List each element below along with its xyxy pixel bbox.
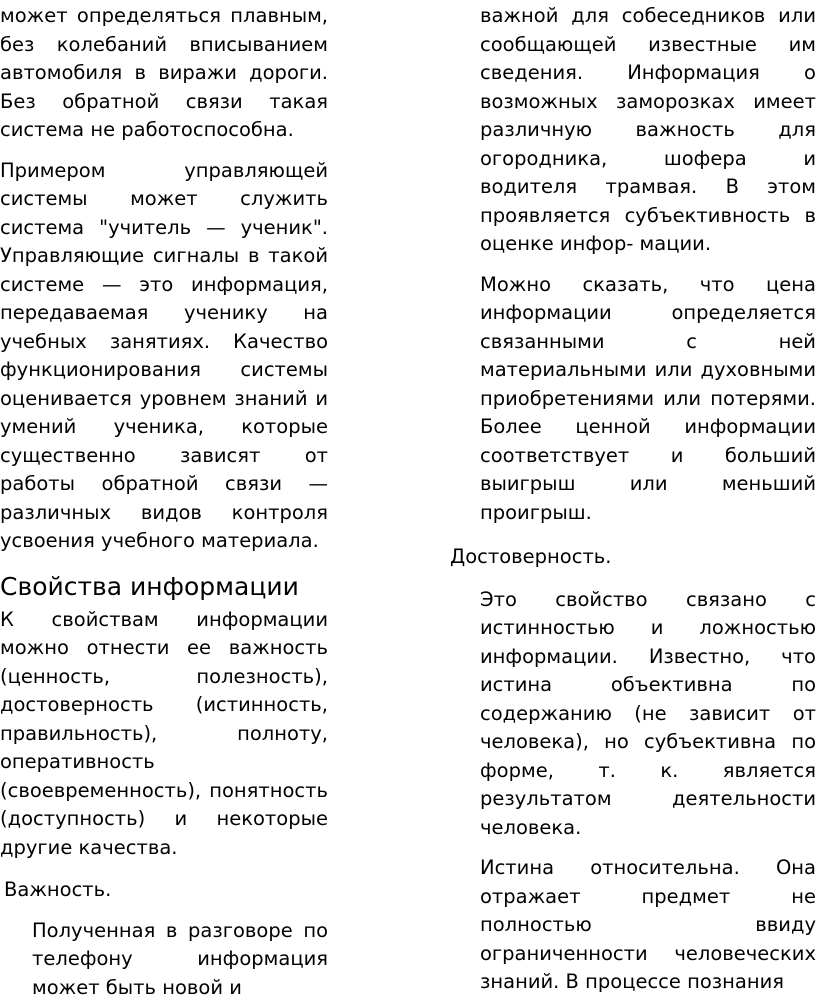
right-column	[440, 0, 816, 997]
paragraph-teacher-student: Примером управляющей системы может служить система "учитель — ученик". Управляющие сигналы в такой системе — это информация, передаваемая ученику на учебных занятиях. Качество функционирования системы оценивается уровнем знаний и умений ученика, которые существенно зависят от работы обратной связи — различных видов контроля усвоения учебного материала.	[0, 157, 328, 556]
left-column	[0, 0, 328, 1002]
paragraph-importance-cont: важной для собеседников или сообщающей известные им сведения. Информация о возможных заморозках имеет различную важность для огородника, шофера и водителя трамвая. В этом проявляется субъективность в оценке инфор- мации.	[440, 2, 816, 259]
paragraph-reliability: Это свойство связано с истинностью и ложностью информации. Известно, что истина объективна по содержанию (не зависит от человека), но субъективна по форме, т. к. является результатом деятельности человека.	[440, 586, 816, 843]
paragraph-properties: К свойствам информации можно отнести ее важность (ценность, полезность), достоверность (истинность, правильность), полноту, оперативность (своевременность), понятность (доступность) и некоторые другие качества.	[0, 606, 328, 863]
paragraph-truth: Истина относительна. Она отражает предмет не полностью ввиду ограниченности человеческих знаний. В процессе познания	[440, 854, 816, 997]
paragraph-price: Можно сказать, что цена информации определяется связанными с ней материальными или духовными приобретениями или потерями. Более ценной информации соответствует и больший выигрыш или меньший проигрыш.	[440, 271, 816, 528]
paragraph-feedback-end: может определяться плавным, без колебаний вписыванием автомобиля в виражи дороги. Без обратной связи такая система не работоспособна.	[0, 2, 328, 145]
label-reliability: Достоверность.	[440, 543, 816, 572]
label-importance: Важность.	[0, 876, 328, 905]
section-heading: Свойства информации	[0, 570, 328, 604]
paragraph-importance: Полученная в разговоре по телефону информация может быть новой и	[0, 917, 328, 1002]
